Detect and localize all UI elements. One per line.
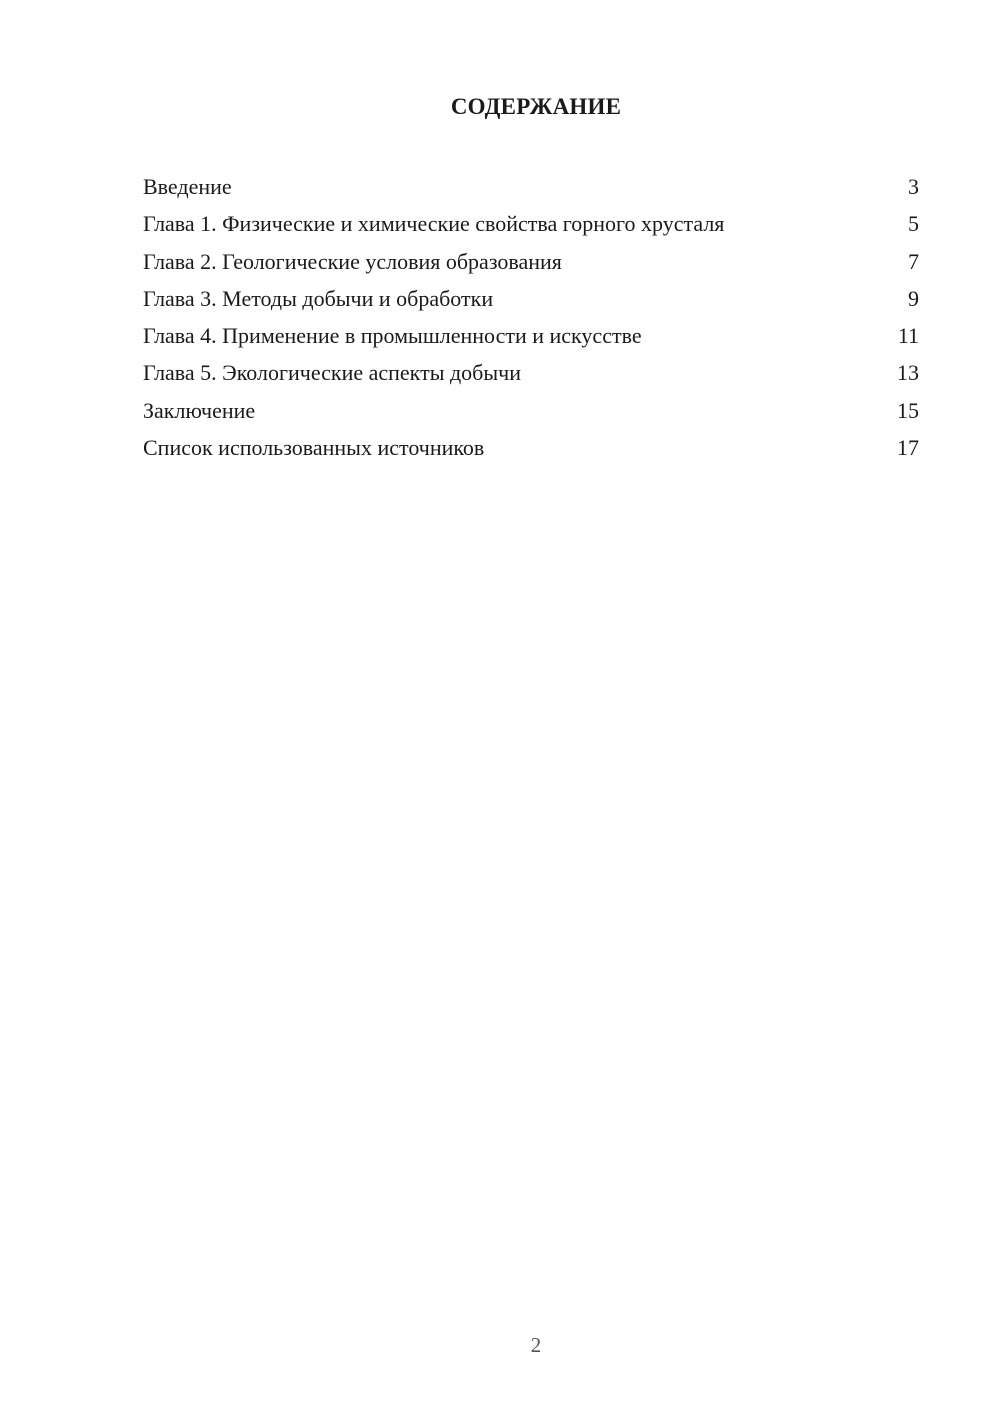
toc-entry-label: Глава 4. Применение в промышленности и искусстве [143,323,642,349]
toc-entry-conclusion [143,392,919,429]
toc-entry-page: 13 [897,360,919,386]
toc-entry-chapter-2 [143,243,919,280]
toc-entry-label: Введение [143,174,232,199]
toc-entry-label: Список использованных источников [143,435,485,461]
toc-entry-page: 7 [908,248,919,274]
toc-entry-label: Глава 5. Экологические аспекты добычи [143,360,521,386]
toc-entry-page: 17 [897,435,919,461]
table-of-contents [143,168,919,466]
toc-entry-chapter-3 [143,280,919,317]
toc-entry-page: 3 [908,174,919,199]
toc-entry-chapter-4 [143,317,919,354]
toc-entry-page: 11 [897,323,919,349]
toc-entry-references [143,429,919,466]
toc-entry-chapter-1 [143,205,919,242]
toc-entry-label: Глава 3. Методы добычи и обработки [143,285,494,311]
toc-entry-page: 5 [908,211,919,237]
toc-entry-label: Глава 2. Геологические условия образования [143,248,562,274]
page-number: 2 [530,1333,542,1357]
toc-entry-page: 9 [908,285,919,311]
toc-entry-label: Глава 1. Физические и химические свойства горного хрусталя [143,211,725,237]
toc-entry-label: Заключение [143,397,256,423]
toc-title: СОДЕРЖАНИЕ [450,94,622,119]
toc-entry-introduction [143,168,919,205]
toc-entry-chapter-5 [143,354,919,391]
toc-entry-page: 15 [897,397,919,423]
